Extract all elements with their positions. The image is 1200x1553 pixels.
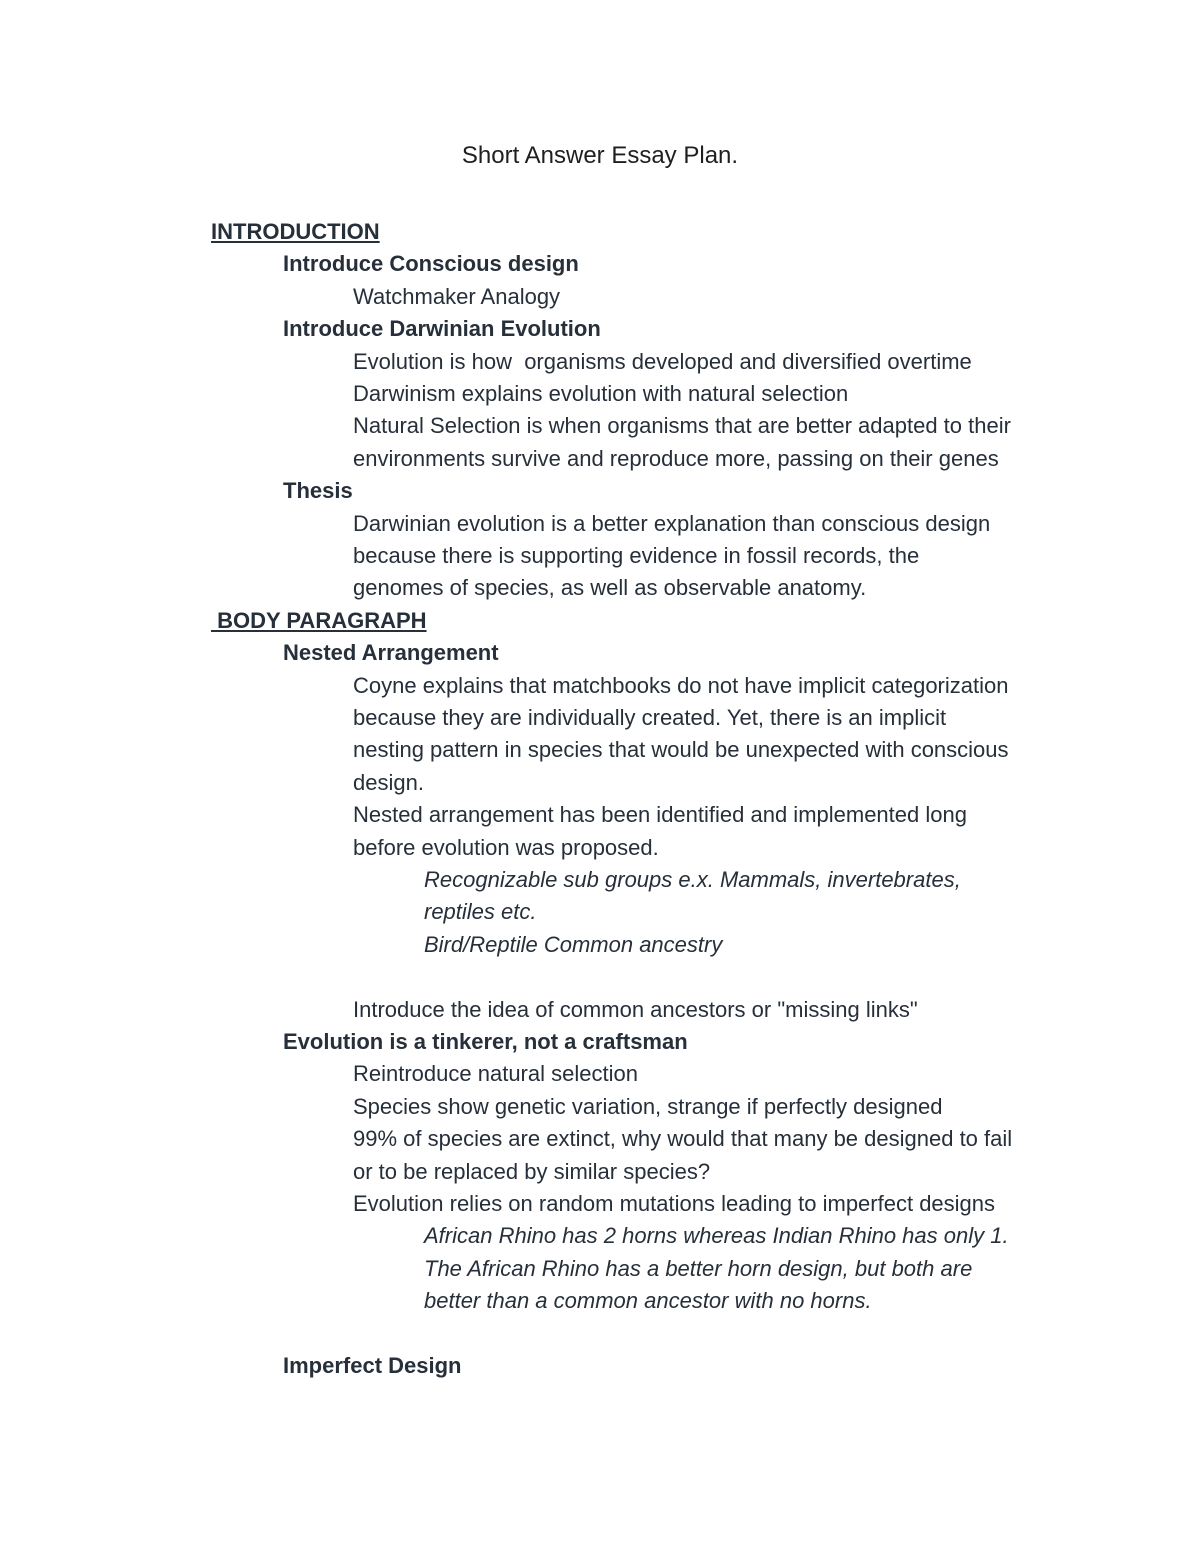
list-text: INTRODUCTION bbox=[211, 219, 380, 244]
list-text: Recognizable sub groups e.x. Mammals, invertebrates, bbox=[424, 867, 961, 892]
list-text: Introduce Darwinian Evolution bbox=[283, 316, 601, 342]
list-text: Reintroduce natural selection bbox=[353, 1061, 638, 1087]
list-text: nesting pattern in species that would be unexpected with conscious bbox=[353, 737, 1009, 763]
list-text: because they are individually created. Yet, there is an implicit bbox=[353, 705, 947, 730]
list-text: Coyne explains that matchbooks do not have implicit categorization bbox=[353, 672, 1009, 698]
list-text: better than a common ancestor with no horns. bbox=[424, 1288, 872, 1314]
list-text: design. bbox=[353, 769, 424, 795]
list-text: Darwinian evolution is a better explanation than conscious design bbox=[353, 510, 991, 536]
list-text: Imperfect Design bbox=[283, 1353, 462, 1378]
list-text: African Rhino has 2 horns whereas Indian Rhino has only 1. bbox=[424, 1223, 1009, 1249]
list-text: 99% of species are extinct, why would that many be designed to fail bbox=[353, 1126, 1013, 1152]
list-text: Introduce the idea of common ancestors or "missing links" bbox=[353, 996, 918, 1022]
list-text: reptiles etc. bbox=[424, 899, 537, 925]
list-text: The African Rhino has a better horn design, but both are bbox=[424, 1255, 973, 1281]
list-text: Introduce Conscious design bbox=[283, 251, 579, 277]
list-text: Nested arrangement has been identified and implemented long bbox=[353, 802, 967, 828]
list-text: Evolution is how organisms developed and diversified overtime bbox=[353, 348, 972, 374]
list-text: Watchmaker Analogy bbox=[353, 283, 561, 309]
list-text: genomes of species, as well as observable anatomy. bbox=[353, 575, 867, 601]
list-text: because there is supporting evidence in fossil records, the bbox=[353, 543, 920, 568]
list-text: Darwinism explains evolution with natural selection bbox=[353, 381, 849, 406]
list-text: environments survive and reproduce more, passing on their genes bbox=[353, 445, 999, 471]
list-text: Natural Selection is when organisms that are better adapted to their bbox=[353, 413, 1011, 439]
list-text: BODY PARAGRAPH bbox=[211, 607, 427, 633]
list-text: Evolution relies on random mutations leading to imperfect designs bbox=[353, 1191, 996, 1216]
list-text: Thesis bbox=[283, 478, 353, 504]
list-text: or to be replaced by similar species? bbox=[353, 1158, 711, 1184]
list-text: before evolution was proposed. bbox=[353, 834, 659, 860]
document-title: Short Answer Essay Plan. bbox=[461, 142, 739, 169]
list-text: Species show genetic variation, strange if perfectly designed bbox=[353, 1093, 943, 1119]
list-text: Nested Arrangement bbox=[283, 640, 499, 666]
list-text: Bird/Reptile Common ancestry bbox=[424, 931, 723, 957]
list-text: Evolution is a tinkerer, not a craftsman bbox=[283, 1029, 688, 1054]
